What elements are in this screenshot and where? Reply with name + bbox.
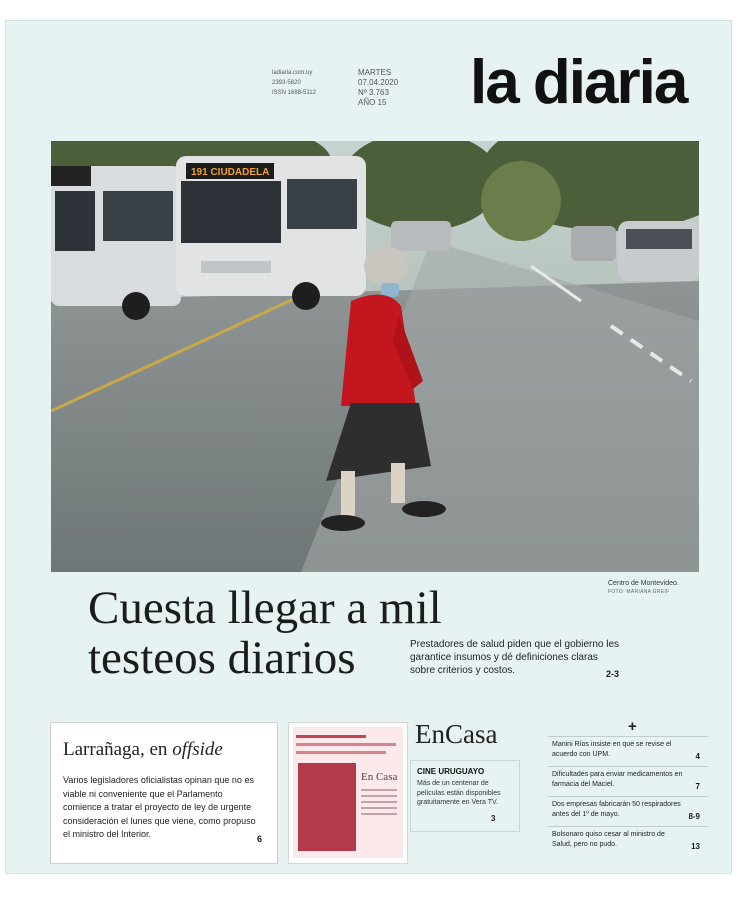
encasa-teaser[interactable] — [410, 760, 520, 832]
photo-caption: Centro de Montevideo. FOTO: MARIANA GREIF — [608, 580, 679, 595]
encasa-text: Más de un centenar de películas están disponibles gratuitamente en Vera TV. — [417, 780, 501, 806]
encasa-kicker: CINE URUGUAYO — [417, 767, 485, 776]
plus-icon: + — [628, 718, 637, 735]
lead-page-ref: 2-3 — [606, 669, 620, 679]
supplement-cover — [293, 727, 403, 858]
bus-destination-sign: 191 CIUDADELA — [191, 167, 270, 178]
brief-item[interactable]: Bolsonaro quiso cesar al ministro de Salud, pero no pudo. 13 — [548, 826, 708, 857]
edition-date: MARTES 07.04.2020 Nº 3.763 AÑO 15 — [358, 68, 399, 107]
story-text: Varios legisladores oficialistas opinan que no es viable ni conveniente que el Parlamento comience a tratar el proyecto de ley de urgente consideración el lunes que viene, como propuso el ministro del Interior. — [63, 775, 256, 839]
brief-item[interactable]: Manini Ríos insiste en que se revise el acuerdo con UPM. 4 — [548, 736, 708, 767]
story-page-ref: 6 — [257, 834, 263, 844]
photo-credit: FOTO: MARIANA GREIF — [608, 589, 670, 595]
brief-item[interactable]: Dos empresas fabricarán 50 respiradores antes del 1º de mayo. 8-9 — [548, 796, 708, 827]
supplement-thumbnail[interactable] — [288, 722, 408, 864]
story-title: Larrañaga, en offside — [63, 739, 223, 760]
flowers-image — [298, 763, 356, 851]
lead-photo[interactable] — [51, 141, 699, 572]
brief-item[interactable]: Dificultades para enviar medicamentos en farmacia del Maciel. 7 — [548, 766, 708, 797]
bus-center — [176, 156, 366, 310]
masthead-logo: la diaria — [470, 48, 687, 117]
encasa-logo: EnCasa — [415, 719, 498, 749]
lead-headline[interactable]: Cuesta llegar a mil testeos diarios — [88, 582, 442, 684]
lead-deck: Prestadores de salud piden que el gobierno les garantice insumos y dé definiciones claras sobre criterios y costos. — [410, 639, 620, 676]
story-larranaga[interactable] — [50, 722, 278, 864]
supplement-title: En Casa — [361, 771, 398, 783]
bus-left — [51, 166, 181, 320]
edition-info: ladiaria.com.uy 2393-5820 ISSN 1688-5112 — [272, 70, 316, 96]
encasa-page-ref: 3 — [491, 814, 496, 823]
